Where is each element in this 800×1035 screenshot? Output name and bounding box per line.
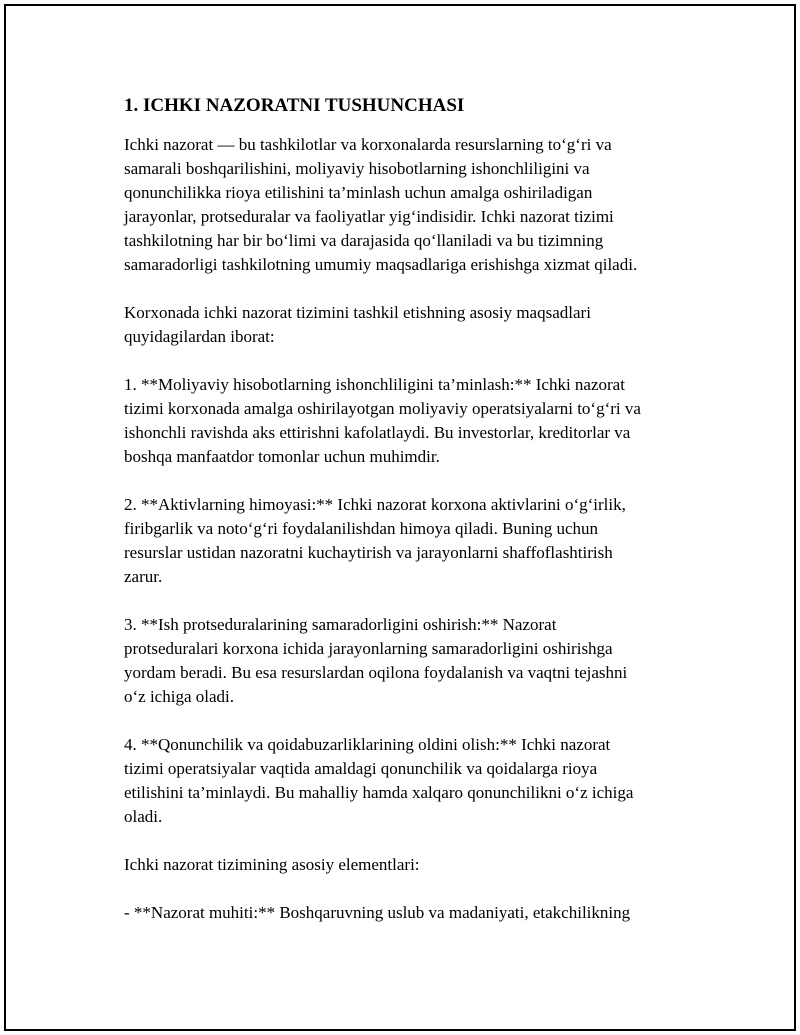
text-line: tizimi operatsiyalar vaqtida amaldagi qonunchilik va qoidalarga rioya	[124, 759, 598, 778]
text-line: 2. **Aktivlarning himoyasi:** Ichki nazorat korxona aktivlarini o‘g‘irlik,	[124, 495, 626, 514]
text-line: Ichki nazorat — bu tashkilotlar va korxonalarda resurslarning to‘g‘ri va	[124, 135, 612, 154]
text-line: resurslar ustidan nazoratni kuchaytirish va jarayonlarni shaffoflashtirish	[124, 543, 613, 562]
list-item-3	[124, 613, 684, 709]
text-line: etilishini ta’minlaydi. Bu mahalliy hamda xalqaro qonunchilikni o‘z ichiga	[124, 783, 634, 802]
text-line: 3. **Ish protseduralarining samaradorligini oshirish:** Nazorat	[124, 615, 557, 634]
text-line: oladi.	[124, 807, 163, 826]
text-line: 1. **Moliyaviy hisobotlarning ishonchliligini ta’minlash:** Ichki nazorat	[124, 375, 625, 394]
text-line: 4. **Qonunchilik va qoidabuzarliklarining oldini olish:** Ichki nazorat	[124, 735, 611, 754]
text-line: o‘z ichiga oladi.	[124, 687, 234, 706]
text-line: tashkilotning har bir bo‘limi va darajasida qo‘llaniladi va bu tizimning	[124, 231, 604, 250]
paragraph-goals-intro	[124, 301, 684, 349]
text-line: firibgarlik va noto‘g‘ri foydalanilishdan himoya qiladi. Buning uchun	[124, 519, 599, 538]
text-line: samaradorligi tashkilotning umumiy maqsadlariga erishishga xizmat qiladi.	[124, 255, 638, 274]
section-heading: 1. ICHKI NAZORATNI TUSHUNCHASI	[124, 95, 465, 116]
text-line: jarayonlar, protseduralar va faoliyatlar yig‘indisidir. Ichki nazorat tizimi	[124, 207, 614, 226]
bullet-item-1	[124, 901, 684, 925]
list-item-2	[124, 493, 684, 589]
text-line: tizimi korxonada amalga oshirilayotgan moliyaviy operatsiyalarni to‘g‘ri va	[124, 399, 641, 418]
text-line: protseduralari korxona ichida jarayonlarning samaradorligini oshirishga	[124, 639, 613, 658]
paragraph-elements-intro	[124, 853, 684, 877]
document-body	[124, 94, 684, 949]
text-line: yordam beradi. Bu esa resurslardan oqilona foydalanish va vaqtni tejashni	[124, 663, 628, 682]
text-line: ishonchli ravishda aks ettirishni kafolatlaydi. Bu investorlar, kreditorlar va	[124, 423, 631, 442]
text-line: - **Nazorat muhiti:** Boshqaruvning uslub va madaniyati, etakchilikning	[124, 903, 631, 922]
list-item-1	[124, 373, 684, 469]
text-line: samarali boshqarilishini, moliyaviy hisobotlarning ishonchliligini va	[124, 159, 590, 178]
list-item-4	[124, 733, 684, 829]
text-line: quyidagilardan iborat:	[124, 327, 275, 346]
text-line: zarur.	[124, 567, 163, 586]
text-line: qonunchilikka rioya etilishini ta’minlash uchun amalga oshiriladigan	[124, 183, 593, 202]
text-line: Ichki nazorat tizimining asosiy elementlari:	[124, 855, 420, 874]
text-line: boshqa manfaatdor tomonlar uchun muhimdir.	[124, 447, 440, 466]
paragraph-intro	[124, 133, 684, 277]
page-frame	[4, 4, 796, 1031]
text-line: Korxonada ichki nazorat tizimini tashkil etishning asosiy maqsadlari	[124, 303, 591, 322]
